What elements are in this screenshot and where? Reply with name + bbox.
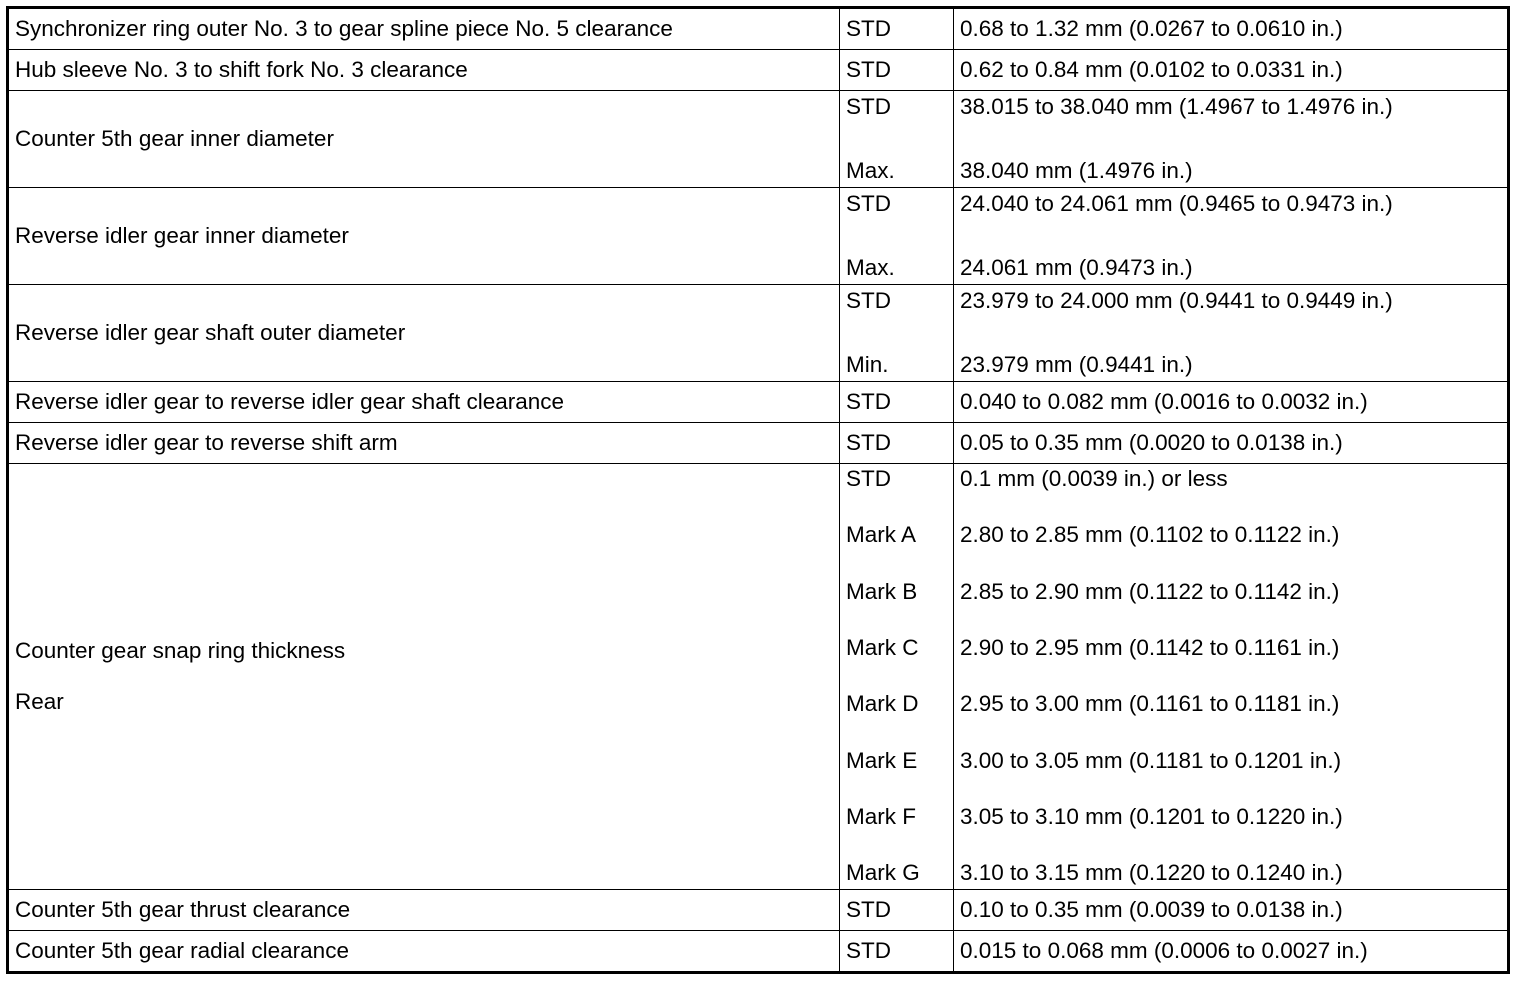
item-sublabel: Rear <box>15 688 64 714</box>
value-label: 38.015 to 38.040 mm (1.4967 to 1.4976 in.) <box>960 94 1393 119</box>
condition-cell <box>840 285 954 382</box>
condition-label: STD <box>846 288 891 313</box>
value-label: 3.10 to 3.15 mm (0.1220 to 0.1240 in.) <box>960 860 1343 886</box>
value-label: 2.90 to 2.95 mm (0.1142 to 0.1161 in.) <box>960 635 1340 661</box>
item-cell: Reverse idler gear to reverse idler gear shaft clearance <box>8 382 840 423</box>
condition-cell <box>840 188 954 285</box>
condition-cell: STD <box>840 890 954 931</box>
condition-label: Mark A <box>846 522 917 548</box>
value-label: 38.040 mm (1.4976 in.) <box>960 157 1193 183</box>
condition-label: STD <box>846 191 891 216</box>
table-row <box>8 8 1509 50</box>
table-row <box>8 890 1509 931</box>
table-row <box>8 91 1509 188</box>
table-row <box>8 931 1509 973</box>
value-cell: 0.05 to 0.35 mm (0.0020 to 0.0138 in.) <box>954 423 1509 464</box>
value-cell: 0.68 to 1.32 mm (0.0267 to 0.0610 in.) <box>954 8 1509 50</box>
value-label: 2.95 to 3.00 mm (0.1161 to 0.1181 in.) <box>960 691 1340 717</box>
value-cell <box>954 188 1509 285</box>
item-cell: Reverse idler gear inner diameter <box>8 188 840 285</box>
value-cell: 0.015 to 0.068 mm (0.0006 to 0.0027 in.) <box>954 931 1509 973</box>
value-label: 0.1 mm (0.0039 in.) or less <box>960 466 1228 491</box>
condition-label: STD <box>846 94 891 119</box>
value-cell: 0.10 to 0.35 mm (0.0039 to 0.0138 in.) <box>954 890 1509 931</box>
value-label: 23.979 mm (0.9441 in.) <box>960 351 1193 377</box>
spec-table <box>6 6 1510 974</box>
table-row <box>8 285 1509 382</box>
condition-label: Max. <box>846 157 895 183</box>
condition-label: Mark F <box>846 804 916 830</box>
condition-label: Max. <box>846 254 895 280</box>
item-cell <box>8 464 840 890</box>
item-cell: Counter 5th gear thrust clearance <box>8 890 840 931</box>
value-cell <box>954 464 1509 890</box>
value-cell: 0.040 to 0.082 mm (0.0016 to 0.0032 in.) <box>954 382 1509 423</box>
value-label: 24.061 mm (0.9473 in.) <box>960 254 1193 280</box>
value-label: 2.85 to 2.90 mm (0.1122 to 0.1142 in.) <box>960 578 1340 604</box>
condition-label: STD <box>846 466 891 491</box>
item-cell: Hub sleeve No. 3 to shift fork No. 3 clearance <box>8 50 840 91</box>
condition-label: Mark G <box>846 860 920 886</box>
condition-cell <box>840 91 954 188</box>
value-cell: 0.62 to 0.84 mm (0.0102 to 0.0331 in.) <box>954 50 1509 91</box>
condition-cell: STD <box>840 382 954 423</box>
value-label: 3.00 to 3.05 mm (0.1181 to 0.1201 in.) <box>960 747 1342 773</box>
condition-cell: STD <box>840 50 954 91</box>
condition-cell: STD <box>840 8 954 50</box>
condition-label: Mark E <box>846 747 918 773</box>
value-label: 3.05 to 3.10 mm (0.1201 to 0.1220 in.) <box>960 804 1343 830</box>
condition-cell: STD <box>840 931 954 973</box>
table-row <box>8 50 1509 91</box>
condition-label: Min. <box>846 351 889 377</box>
condition-cell: STD <box>840 423 954 464</box>
condition-label: Mark B <box>846 578 918 604</box>
item-cell: Counter 5th gear inner diameter <box>8 91 840 188</box>
condition-label: Mark D <box>846 691 919 717</box>
item-cell: Synchronizer ring outer No. 3 to gear spline piece No. 5 clearance <box>8 8 840 50</box>
value-cell <box>954 91 1509 188</box>
value-cell <box>954 285 1509 382</box>
item-cell: Reverse idler gear shaft outer diameter <box>8 285 840 382</box>
condition-cell <box>840 464 954 890</box>
value-label: 2.80 to 2.85 mm (0.1102 to 0.1122 in.) <box>960 522 1340 548</box>
item-label: Counter gear snap ring thickness <box>15 638 346 663</box>
value-label: 23.979 to 24.000 mm (0.9441 to 0.9449 in.) <box>960 288 1393 313</box>
table-row <box>8 464 1509 890</box>
item-cell: Reverse idler gear to reverse shift arm <box>8 423 840 464</box>
condition-label: Mark C <box>846 635 919 661</box>
table-row <box>8 188 1509 285</box>
value-label: 24.040 to 24.061 mm (0.9465 to 0.9473 in.) <box>960 191 1393 216</box>
table-row <box>8 423 1509 464</box>
item-cell: Counter 5th gear radial clearance <box>8 931 840 973</box>
table-row <box>8 382 1509 423</box>
